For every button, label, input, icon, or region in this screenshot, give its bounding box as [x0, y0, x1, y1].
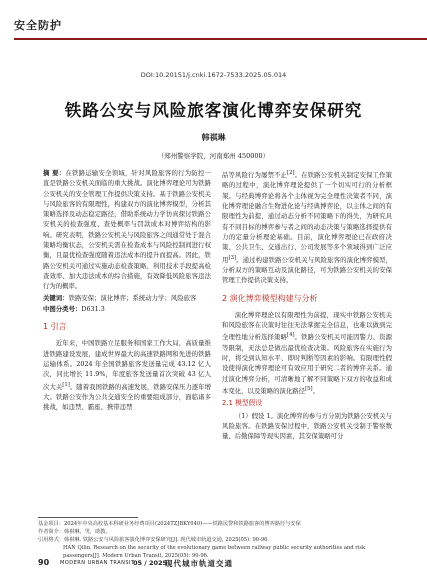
section-heading-intro: 1 引言 — [43, 322, 67, 332]
intro-text: 近年来，中国铁路立足服务和国家工作大局，高质量推进铁路建设发展，建成世界最大的高速铁路网和先进的铁路运输体系。2024 年全国铁路旅客发送量完成 43.12 亿人次，同比增长 11.9%，年度旅客发送量首次突破 43 亿人次大关 — [43, 339, 211, 391]
citation: [5] — [305, 386, 313, 393]
page-number: 90 — [38, 558, 50, 567]
fund-note — [38, 520, 393, 528]
text: 品等风险行为屡禁不止 — [222, 171, 287, 180]
section-tag: 安全防护 — [14, 19, 62, 32]
doi: DOI:10.20151/j.cnki.1672-7533.2025.05.014 — [140, 71, 287, 79]
keywords-label: 关键词： — [43, 293, 69, 302]
author: 韩祺琳 — [201, 132, 226, 142]
clc-label: 中图分类号： — [43, 304, 82, 313]
citation: [4] — [286, 332, 295, 339]
cite-label: 引用格式： — [38, 537, 64, 543]
cite-text: 韩祺琳. 铁路公安与风险旅客演化博弈安保研究[J]. 现代城市轨道交通, 2025(05): 90-96. — [63, 537, 270, 543]
right-column — [222, 168, 392, 442]
fund-label: 基金项目： — [38, 521, 64, 527]
intro-text-cont: 。随着我国铁路的高速发展，铁路安保压力逐年增大。铁路公安作为公共交通安全的重要组成部分，面临诸多挑战，如违禁、霸座、携带违禁 — [43, 382, 212, 412]
issue-number: 05 / 2025 — [133, 559, 168, 567]
fund-text: 2024年中央高校基本科研业务经费项目(2024TZJBKY040)——铁路民警和铁路旅客的博弈路径与安保 — [63, 521, 301, 527]
affiliation: （郑州警察学院，河南郑州 450000） — [157, 152, 270, 160]
page-footer — [38, 557, 398, 571]
cite-note-en: HAN Qilin. Research on the security of the evolutionary game between railway public security authorities and risk passengers[J]. Modern Urban Transit, 2025(05): 90-96. — [63, 545, 366, 559]
citation: [1] — [62, 381, 70, 388]
text: 。通过构建铁路公安机关与风险旅客的演化博弈模型，分析双方的策略互动及演化路径，可为铁路公安机关的安保管理工作提供决策支持。 — [222, 255, 393, 285]
bio-label: 作者简介： — [38, 529, 64, 535]
footnote-rule — [38, 517, 138, 518]
left-column — [43, 168, 211, 413]
citation: [2] — [286, 170, 295, 176]
abstract — [43, 168, 211, 292]
header-rule — [14, 38, 427, 40]
journal-name-en: MODERN URBAN TRANSIT — [60, 560, 135, 566]
right-paragraph-3: （1）假设 1。演化博弈的参与方分别为铁路公安机关与风险旅客。在铁路安保过程中，铁路公安机关受制于警察数量、后勤保障等现实因素，其安保策略可分 — [222, 411, 392, 441]
clc-number — [43, 304, 211, 314]
citation: [3] — [228, 254, 237, 261]
cite-note — [38, 536, 393, 544]
keywords-text: 铁路安保；演化博弈；系统动力学；风险旅客 — [68, 293, 197, 302]
bio-text: 韩祺琳，男，助教。 — [63, 529, 111, 535]
text: 。铁路公安机关可能因警力、资源等限制，无法总是做出最优检查决策。风险旅客在实施行为时，将受到认知水平、即时判断等因素的影响。有限理性假设使得演化博弈理论可有效应用于研究二者的博弈关系。通过演化博弈分析，可清晰地了解不同策略下双方的收益和成本变化，以及策略的演化路径 — [222, 333, 393, 396]
section-heading-model: 2 演化博弈模型构建与分析 — [222, 293, 318, 303]
text: 。在铁路公安机关制定安保工作策略的过程中，演化博弈理论提供了一个切实可行的分析框架。与经典博弈论将各个主体视为完全理性决策者不同，演化博弈理论融合生物进化论与经典博弈论，以主体之间的有限理性为前提，通过动态分析不同策略下的得失，为研究具有不同目标的博弈参与者之间的动态决策与策略选择提供有力的定量分析理论基础。目前，演化博弈理论已在政府决策、公共卫生、交通出行、公司发展等多个领域得到广泛应用 — [222, 171, 393, 264]
clc-value: D631.3 — [81, 304, 105, 313]
abstract-label: 摘 要： — [43, 169, 66, 177]
bio-note — [38, 528, 393, 536]
text: 。 — [312, 387, 320, 396]
right-paragraph-2 — [222, 310, 392, 397]
keywords — [43, 293, 211, 303]
right-paragraph-1 — [222, 168, 392, 286]
paper-title: 铁路公安与风险旅客演化博弈安保研究 — [64, 101, 363, 120]
journal-name-cn: 现代城市轨道交通 — [165, 559, 233, 568]
text: 演化博弈理论以有限理性为前提，现实中铁路公安机关和风险旅客在决策时往往无法掌握完全信息，也难以做到完全理性地分析选择策略 — [222, 310, 392, 342]
footnotes — [38, 520, 393, 560]
abstract-text: 在铁路运输安全领域，针对风险旅客的行为防控一直是铁路公安机关面临的重大挑战。演化博弈理论可为铁路公安机关的安全管理工作提供决策支持。基于铁路公安机关与风险旅客的有限理性，构建双方的演化博弈模型，分析其策略选择及动态稳定路径，借助系统动力学仿真探讨铁路公安机关的检查强度、查处概率与罚款成本对博弈结构的影响。研究表明，铁路公安机关与风险旅客之间通常处于混合策略均衡状态，公安机关需在检查成本与风险控制间进行权衡，且最优检查强度随着违法成本的提升而提高。因此，铁路公安机关可通过实施动态检查策略、利用技术手段提高检查效率、加大违法成本的综合措施，有效降低风险旅客违法行为的概率。 — [43, 169, 211, 291]
intro-paragraph — [43, 338, 211, 412]
subsection-heading: 2.1 模型假设 — [222, 399, 263, 408]
